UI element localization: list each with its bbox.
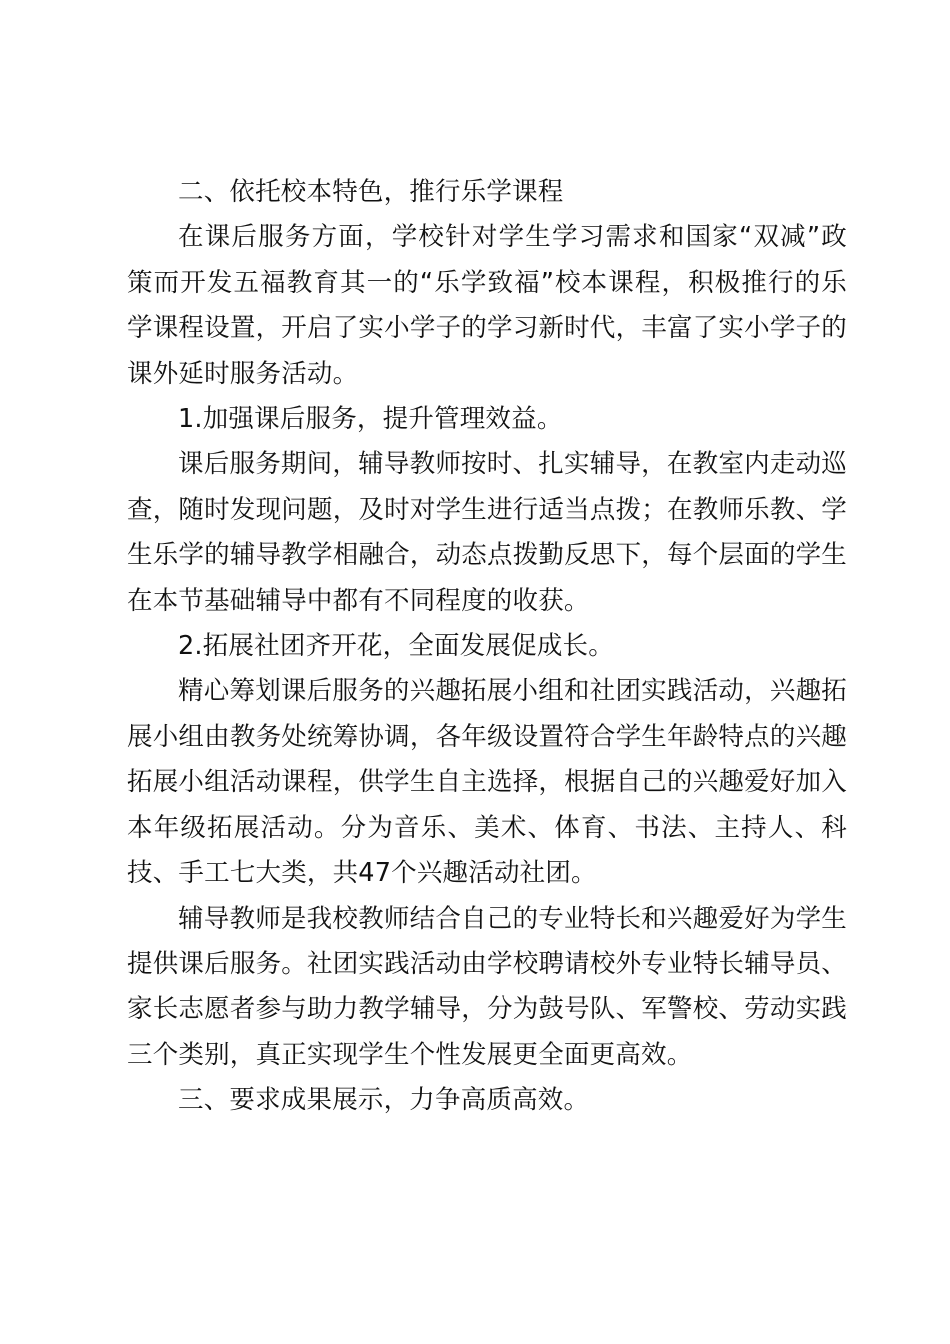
paragraph-tutoring: 课后服务期间，辅导教师按时、扎实辅导，在教室内走动巡查，随时发现问题，及时对学生进行适当点拨；在教师乐教、学生乐学的辅导教学相融合，动态点拨勤反思下，每个层面的学生在本节基础辅导中都有不同程度的收获。 — [127, 449, 847, 616]
subheading-2: 2.拓展社团齐开花，全面发展促成长。 — [178, 631, 614, 662]
document-body — [127, 170, 847, 1124]
section-heading-3: 三、要求成果展示，力争高质高效。 — [178, 1085, 590, 1116]
section-heading-2: 二、依托校本特色，推行乐学课程 — [178, 177, 564, 207]
paragraph-interest-groups: 精心筹划课后服务的兴趣拓展小组和社团实践活动，兴趣拓展小组由教务处统筹协调，各年级设置符合学生年龄特点的兴趣拓展小组活动课程，供学生自主选择，根据自己的兴趣爱好加入本年级拓展活动。分为音乐、美术、体育、书法、主持人、科技、手工七大类，共47个兴趣活动社团。 — [127, 676, 847, 889]
subheading-1: 1.加强课后服务，提升管理效益。 — [178, 404, 563, 435]
paragraph-club-activities: 辅导教师是我校教师结合自己的专业特长和兴趣爱好为学生提供课后服务。社团实践活动由学校聘请校外专业特长辅导员、家长志愿者参与助力教学辅导，分为鼓号队、军警校、劳动实践三个类别，真正实现学生个性发展更全面更高效。 — [127, 903, 847, 1070]
paragraph-after-school-service: 在课后服务方面，学校针对学生学习需求和国家“双减”政策而开发五福教育其一的“乐学致福”校本课程，积极推行的乐学课程设置，开启了实小学子的学习新时代，丰富了实小学子的课外延时服务活动。 — [127, 222, 847, 389]
